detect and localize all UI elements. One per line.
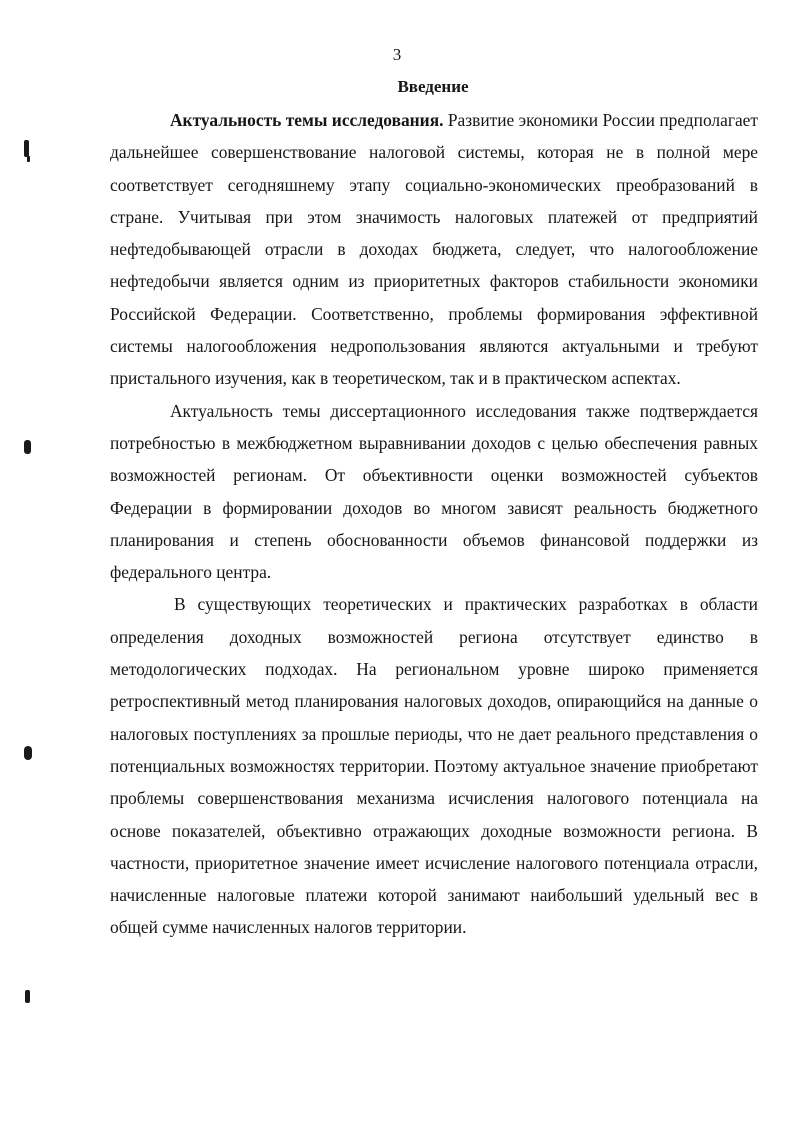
paragraph-3: В существующих теоретических и практических разработках в области определения доходных возможностей региона отсутствует единство в методологических подходах. На региональном уровне широко применяется ретроспективный метод планирования налоговых доходов, опирающийся на данные о налоговых поступлениях за прошлые периоды, что не дает реального представления о потенциальных возможностях территории. Поэтому актуальное значение приобретают проблемы совершенствования механизма исчисления налогового потенциала на основе показателей, объективно отражающих доходные возможности региона. В частности, приоритетное значение имеет исчисление налогового потенциала отрасли, начисленные налоговые платежи которой занимают наибольший удельный вес в общей сумме начисленных налогов территории.	[110, 594, 758, 938]
paragraph-1-text: Развитие экономики России предполагает дальнейшее совершенствование налоговой системы, которая не в полной мере соответствует сегодняшнему этапу социально-экономических преобразований в стране. Учитывая при этом значимость налоговых платежей от предприятий нефтедобывающей отрасли в доходах бюджета, следует, что налогообложение нефтедобычи является одним из приоритетных факторов стабильности экономики Российской Федерации. Соответственно, проблемы формирования эффективной системы налогообложения недропользования являются актуальными и требуют пристального изучения, как в теоретическом, так и в практическом аспектах.	[110, 110, 758, 389]
body-text	[110, 104, 758, 944]
scan-mark-2	[27, 156, 30, 162]
scan-mark-1	[24, 140, 29, 157]
page-title: Введение	[397, 77, 469, 96]
paragraph-2: Актуальность темы диссертационного исследования также подтверждается потребностью в межбюджетном выравнивании доходов с целью обеспечения равных возможностей регионам. От объективности оценки возможностей субъектов Федерации в формировании доходов во многом зависят реальность бюджетного планирования и степень обоснованности объемов финансовой поддержки из федерального центра.	[110, 400, 758, 583]
paragraph-1-lead: Актуальность темы исследования.	[170, 110, 444, 130]
scan-mark-3	[24, 440, 31, 454]
scan-mark-4	[24, 746, 32, 760]
page-number: 3	[392, 45, 402, 64]
paragraph-1	[110, 104, 758, 395]
scan-mark-5	[25, 990, 30, 1003]
